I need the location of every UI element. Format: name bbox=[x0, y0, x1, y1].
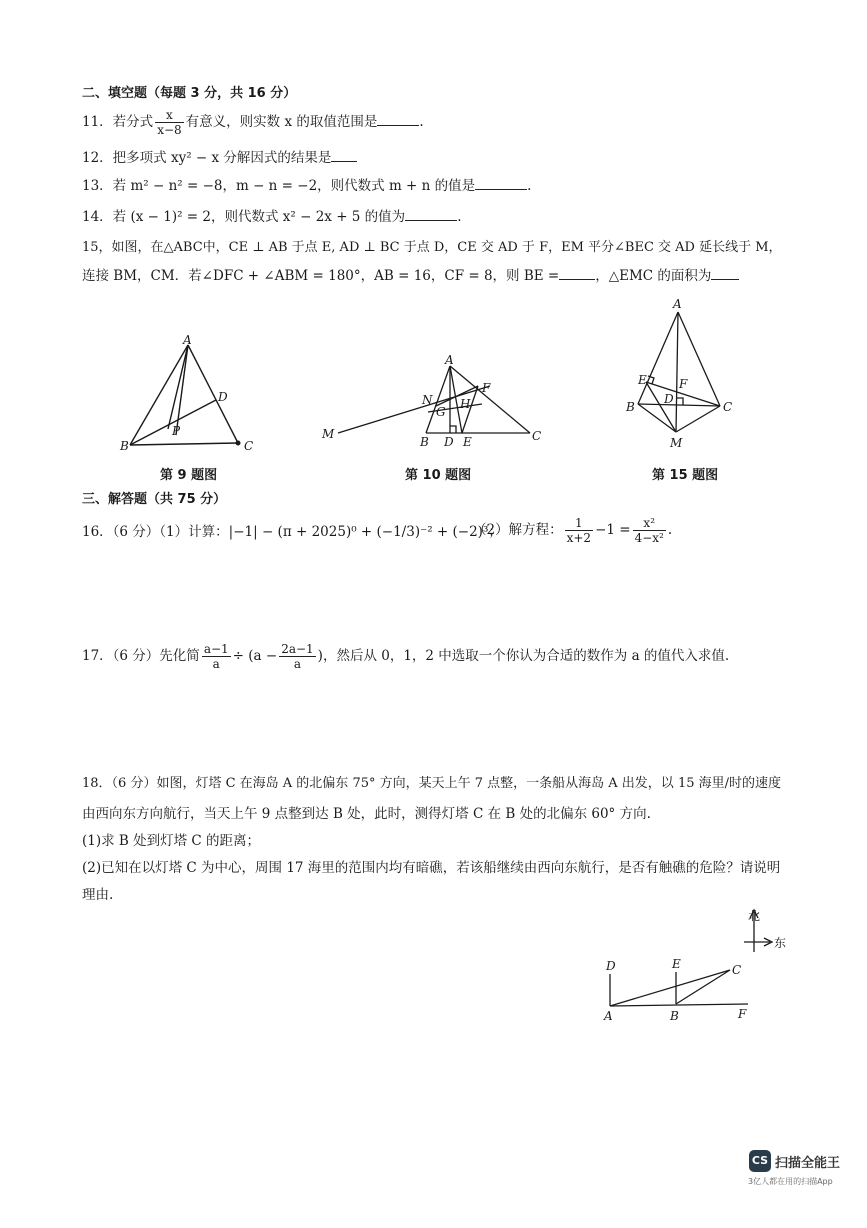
q15-be-blank[interactable] bbox=[559, 279, 595, 280]
fig10-label-g: G bbox=[436, 405, 446, 419]
question-15-line-1: 15，如图，在△ABC中，CE ⊥ AB 于点 E, AD ⊥ BC 于点 D，CE 交 AD 于 F，EM 平分∠BEC 交 AD 延长线于 M， bbox=[82, 240, 782, 255]
scanner-logo-badge: CS bbox=[749, 1150, 771, 1172]
question-18-line-5: 理由. bbox=[82, 887, 114, 903]
q12-text: 12．把多项式 xy² − x 分解因式的结果是 bbox=[82, 150, 332, 166]
q17-frac2-den: a bbox=[293, 657, 301, 671]
q17-frac-2 bbox=[279, 642, 315, 671]
north-label: 北 bbox=[748, 909, 761, 923]
question-18-line-2: 由西向东方向航行，当天上午 9 点整到达 B 处，此时，测得灯塔 C 在 B 处的北偏东 60° 方向. bbox=[82, 806, 651, 822]
q16-frac-2 bbox=[633, 516, 666, 545]
fig9-label-p: P bbox=[172, 424, 181, 438]
fig10-label-c: C bbox=[532, 429, 542, 443]
fig18-label-c: C bbox=[732, 963, 742, 977]
q14-text: 14．若 (x − 1)² = 2，则代数式 x² − 2x + 5 的值为 bbox=[82, 209, 406, 225]
question-13 bbox=[82, 176, 531, 196]
fig10-label-e: E bbox=[463, 435, 472, 449]
question-18-part-1: (1)求 B 处到灯塔 C 的距离； bbox=[82, 833, 261, 849]
fig10-label-f: F bbox=[482, 381, 491, 395]
fig15-label-d: D bbox=[664, 392, 674, 406]
q11-answer-blank[interactable] bbox=[377, 125, 419, 126]
fig15-label-c: C bbox=[723, 400, 733, 414]
q12-answer-blank[interactable] bbox=[331, 161, 357, 162]
q13-end: . bbox=[527, 178, 532, 194]
q16-part1-expr: |−1| − (π + 2025)⁰ + (−1/3)⁻² + (−2)³； bbox=[228, 524, 502, 540]
section-3-title: 三、解答题（共 75 分） bbox=[82, 492, 227, 507]
question-16 bbox=[82, 522, 502, 542]
fig10-label-n: N bbox=[422, 393, 433, 407]
question-12 bbox=[82, 148, 357, 168]
figure-9-diagram bbox=[110, 335, 260, 460]
east-label: 东 bbox=[774, 936, 787, 950]
q16-frac1-den: x+2 bbox=[566, 531, 592, 545]
fig10-label-h: H bbox=[460, 397, 471, 411]
fig18-label-d: D bbox=[606, 959, 616, 973]
fig9-label-c: C bbox=[244, 439, 254, 453]
q14-answer-blank[interactable] bbox=[405, 220, 457, 221]
q11-fraction bbox=[155, 108, 183, 137]
figure-9-caption: 第 9 题图 bbox=[160, 468, 218, 483]
figure-10-caption: 第 10 题图 bbox=[405, 468, 472, 483]
q15-line2b-text: ，△EMC 的面积为 bbox=[595, 268, 712, 284]
question-17 bbox=[82, 642, 729, 671]
fig10-label-d: D bbox=[444, 435, 454, 449]
q17-mid: ÷ (a − bbox=[232, 648, 278, 664]
fig10-label-a: A bbox=[445, 353, 454, 367]
q16-frac-1 bbox=[565, 516, 593, 545]
q14-end: . bbox=[457, 209, 462, 225]
q15-area-blank[interactable] bbox=[711, 279, 739, 280]
figure-18-diagram bbox=[598, 904, 798, 1026]
figure-15-diagram bbox=[622, 292, 742, 452]
q17-frac-1 bbox=[202, 642, 231, 671]
q16-eq-mid: −1 = bbox=[595, 522, 631, 538]
question-16-part-2 bbox=[473, 516, 672, 545]
fig9-label-b: B bbox=[120, 439, 129, 453]
fig15-label-f: F bbox=[679, 377, 688, 391]
q17-frac1-den: a bbox=[212, 657, 220, 671]
q16-eq-end: . bbox=[667, 522, 673, 538]
fig10-label-m: M bbox=[322, 427, 335, 441]
fig15-label-e: E bbox=[638, 373, 647, 387]
fig9-label-d: D bbox=[218, 390, 228, 404]
question-18-line-1: 18．（6 分）如图，灯塔 C 在海岛 A 的北偏东 75° 方向，某天上午 7 点整，一条船从海岛 A 出发，以 15 海里/时的速度 bbox=[82, 776, 781, 791]
q11-post: 有意义，则实数 x 的取值范围是 bbox=[185, 114, 378, 130]
fig15-label-m: M bbox=[670, 436, 683, 450]
fig9-label-a: A bbox=[183, 335, 192, 347]
question-11 bbox=[82, 108, 424, 137]
question-18-part-2: (2)已知在以灯塔 C 为中心，周围 17 海里的范围内均有暗礁，若该船继续由西向东航行，是否有触礁的危险？请说明 bbox=[82, 860, 781, 876]
q16-frac2-num: x² bbox=[633, 516, 666, 531]
q16-part1-pre: 16．（6 分）（1）计算： bbox=[82, 524, 229, 540]
fig18-label-e: E bbox=[672, 957, 681, 971]
question-14 bbox=[82, 207, 461, 227]
fig15-label-a: A bbox=[673, 297, 682, 311]
q17-pre: 17．（6 分）先化简 bbox=[82, 648, 200, 664]
section-2-title: 二、填空题（每题 3 分，共 16 分） bbox=[82, 86, 297, 101]
q17-frac2-num: 2a−1 bbox=[281, 642, 314, 656]
q17-frac1-num: a−1 bbox=[203, 642, 229, 656]
q11-end: . bbox=[419, 114, 424, 130]
fig10-label-b: B bbox=[420, 435, 429, 449]
q13-answer-blank[interactable] bbox=[475, 189, 527, 190]
fig18-label-f: F bbox=[738, 1007, 747, 1021]
q17-post: )，然后从 0，1，2 中选取一个你认为合适的数作为 a 的值代入求值. bbox=[317, 648, 730, 664]
figure-15-caption: 第 15 题图 bbox=[652, 468, 719, 483]
fig18-label-a: A bbox=[604, 1009, 613, 1023]
scanner-tagline: 3亿人都在用的扫描App bbox=[748, 1177, 833, 1186]
q13-text: 13．若 m² − n² = −8，m − n = −2，则代数式 m + n 的值是 bbox=[82, 178, 476, 194]
q16-frac2-den: 4−x² bbox=[634, 531, 664, 545]
q15-line2-text: 连接 BM，CM．若∠DFC + ∠ABM = 180°，AB = 16，CF = 8，则 BE = bbox=[82, 268, 560, 284]
fig15-label-b: B bbox=[626, 400, 635, 414]
scanner-app-name: 扫描全能王 bbox=[775, 1156, 841, 1171]
q16-part2-pre: （2）解方程： bbox=[473, 522, 563, 538]
q16-frac1-num: 1 bbox=[565, 516, 593, 531]
fig18-label-b: B bbox=[670, 1009, 679, 1023]
question-15-line-2 bbox=[82, 266, 739, 286]
figure-10-diagram bbox=[318, 350, 550, 450]
q11-pre: 11．若分式 bbox=[82, 114, 154, 130]
q11-den: x−8 bbox=[157, 123, 182, 137]
q11-num: x bbox=[155, 108, 183, 123]
